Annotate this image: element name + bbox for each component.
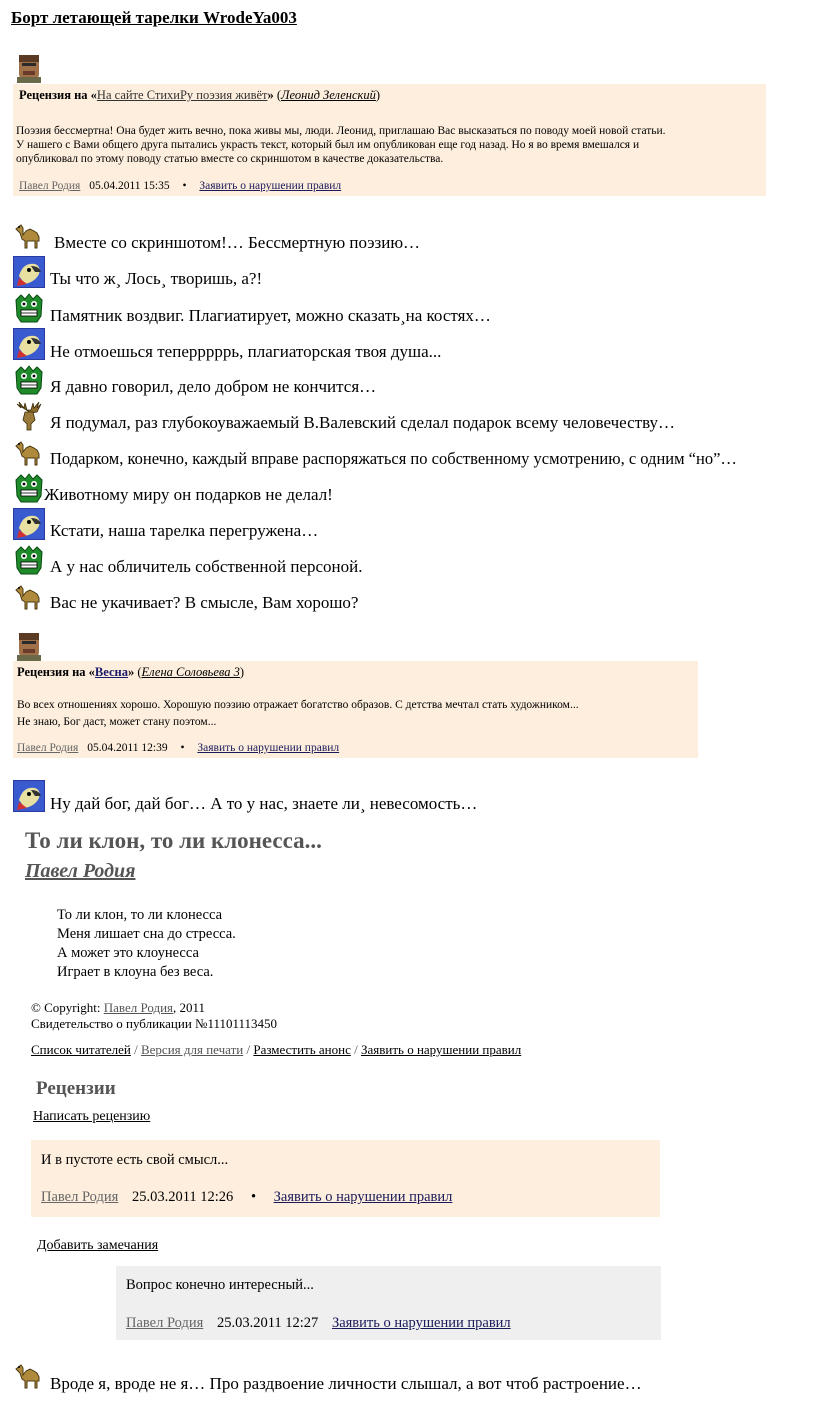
parrot-icon	[13, 256, 45, 288]
bullet: •	[182, 180, 187, 192]
report-link[interactable]: Заявить о нарушении правил	[331, 1315, 511, 1331]
comment-author-link[interactable]: Павел Родия	[41, 1189, 119, 1205]
reviews-heading: Рецензии	[36, 1078, 116, 1099]
camel-icon	[13, 219, 45, 251]
comment-meta	[126, 1315, 511, 1332]
review-work-link[interactable]: Весна	[94, 665, 128, 679]
man-avatar-icon	[13, 51, 45, 83]
parrot-icon	[13, 508, 45, 540]
poem-links: Список читателей / Версия для печати / Разместить анонс / Заявить о нарушении правил	[31, 1042, 522, 1057]
comment-author-link[interactable]: Павел Родия	[126, 1315, 204, 1331]
report-link[interactable]: Заявить о нарушении правил	[360, 1042, 522, 1057]
comment-date: 25.03.2011 12:26	[131, 1189, 234, 1205]
certificate: Свидетельство о публикации №11101113450	[31, 1016, 278, 1031]
poem-line: То ли клон, то ли клонесса	[57, 907, 223, 923]
copyright-author-link[interactable]: Павел Родия	[103, 1000, 174, 1015]
review-meta-author-link[interactable]: Павел Родия	[19, 180, 81, 192]
moose-icon	[13, 400, 45, 432]
add-note-link[interactable]: Добавить замечания	[37, 1238, 159, 1253]
review-work-link[interactable]: На сайте СтихиРу поэзия живёт	[96, 88, 268, 102]
review-author-link[interactable]: Леонид Зеленский	[281, 88, 376, 102]
camel-icon	[13, 436, 45, 468]
chat-line: Кстати, наша тарелка перегружена…	[50, 521, 319, 540]
chat-line: Ну дай бог, дай бог… А то у нас, знаете ли¸ невесомость…	[50, 794, 478, 813]
chat-line: Не отмоешься теперррррь, плагиаторская твоя душа...	[50, 342, 442, 361]
parrot-icon	[13, 780, 45, 812]
chat-line: Памятник воздвиг. Плагиатирует, можно сказать¸на костях…	[50, 306, 491, 325]
man-avatar-icon	[13, 629, 45, 661]
comment-box	[31, 1140, 660, 1217]
print-version-link[interactable]: Версия для печати	[140, 1042, 244, 1057]
announce-link[interactable]: Разместить анонс	[253, 1042, 351, 1057]
chat-line: Подарком, конечно, каждый вправе распоряжаться по собственному усмотрению, с одним “но”…	[50, 449, 737, 468]
poem-line: Меня лишает сна до стресса.	[57, 926, 236, 942]
chat-line: Вроде я, вроде не я… Про раздвоение личности слышал, а вот чтоб растроение…	[50, 1374, 642, 1393]
chat-line: Я давно говорил, дело добром не кончится…	[50, 377, 377, 396]
review-header: Рецензия на «На сайте СтихиРу поэзия живёт» (Леонид Зеленский)	[19, 88, 381, 102]
review-date: 05.04.2011 15:35	[89, 180, 170, 192]
chat-line: А у нас обличитель собственной персоной.	[50, 557, 363, 576]
poem-line: Играет в клоуна без веса.	[57, 964, 214, 980]
poem-text	[57, 906, 236, 982]
report-link[interactable]: Заявить о нарушении правил	[273, 1189, 453, 1205]
comment-text: Вопрос конечно интересный...	[126, 1277, 314, 1293]
chat-line: Я подумал, раз глубокоуважаемый В.Валевский сделал подарок всему человечеству…	[50, 413, 676, 432]
parrot-icon	[13, 328, 45, 360]
review-body: Поэзия бессмертна! Она будет жить вечно, пока живы мы, люди. Леонид, приглашаю Вас высказаться по поводу моей новой статьи. У нашего с Вами общего друга пытались украсть текст, который был им опубликован еще год назад. Но я во время вмешался и опубликовал по этому поводу статью вместе со скриншотом в качестве доказательства.	[16, 125, 666, 165]
bullet: •	[180, 742, 185, 754]
green-monster-icon	[13, 292, 45, 324]
page-title: Борт летающей тарелки WrodeYa003	[11, 8, 297, 27]
comment-box	[116, 1266, 661, 1340]
report-link[interactable]: Заявить о нарушении правил	[197, 742, 340, 754]
review-meta-author-link[interactable]: Павел Родия	[17, 742, 79, 754]
copyright: © Copyright: Павел Родия, 2011 Свидетельство о публикации №11101113450	[31, 1000, 278, 1031]
comment-date: 25.03.2011 12:27	[216, 1315, 319, 1331]
comment-meta	[41, 1189, 452, 1206]
green-monster-icon	[13, 364, 45, 396]
poem-title: То ли клон, то ли клонесса...	[25, 828, 322, 853]
comment-text: И в пустоте есть свой смысл...	[41, 1152, 229, 1168]
review-date: 05.04.2011 12:39	[87, 742, 168, 754]
green-monster-icon	[13, 472, 45, 504]
review-header: Рецензия на «Весна» (Елена Соловьева 3)	[17, 665, 245, 679]
chat-line: Вместе со скриншотом!… Бессмертную поэзию…	[54, 233, 421, 252]
review-meta	[17, 742, 339, 754]
chat-line: Вас не укачивает? В смысле, Вам хорошо?	[50, 593, 359, 612]
review-meta	[19, 180, 341, 192]
write-review-link[interactable]: Написать рецензию	[33, 1109, 151, 1124]
bullet: •	[250, 1189, 257, 1205]
poem-author-link[interactable]: Павел Родия	[25, 860, 136, 882]
readers-link[interactable]: Список читателей	[31, 1042, 131, 1057]
green-monster-icon	[13, 544, 45, 576]
report-link[interactable]: Заявить о нарушении правил	[199, 180, 342, 192]
review-body: Во всех отношениях хорошо. Хорошую поэзию отражает богатство образов. С детства мечтал стать художником... Не знаю, Бог даст, может стану поэтом...	[17, 699, 579, 728]
review-author-link[interactable]: Елена Соловьева 3	[141, 665, 240, 679]
poem-line: А может это клоунесса	[57, 945, 199, 961]
camel-icon	[13, 1359, 45, 1391]
review-box	[13, 661, 698, 758]
chat-line: Ты что ж¸ Лось¸ творишь, а?!	[50, 269, 263, 288]
chat-line: Животному миру он подарков не делал!	[44, 485, 333, 504]
camel-icon	[13, 580, 45, 612]
review-box	[13, 84, 766, 196]
